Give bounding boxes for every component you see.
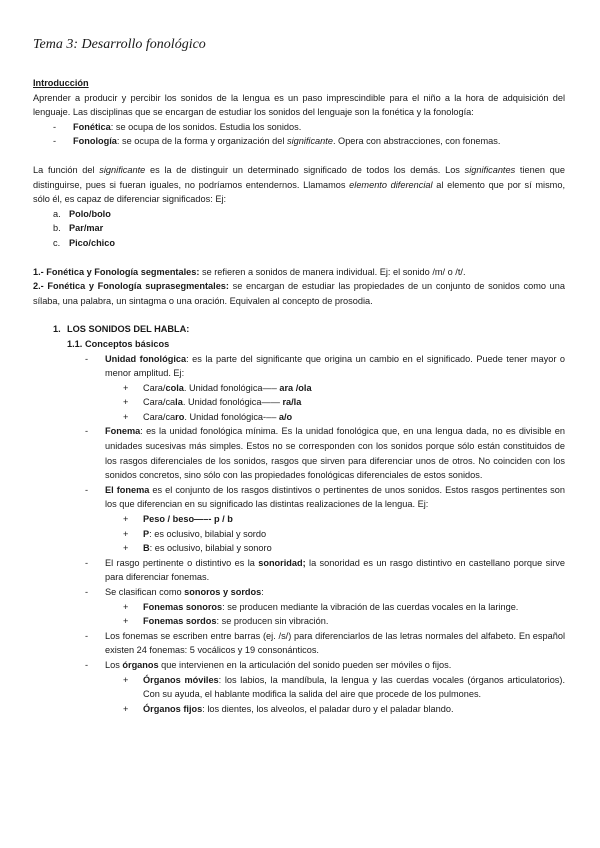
example-item: + Fonemas sonoros: se producen mediante la vibración de las cuerdas vocales en la laringe. xyxy=(123,601,519,612)
list-item-fonetica: - Fonética: se ocupa de los sonidos. Estudia los sonidos. xyxy=(33,120,565,135)
intro-heading: Introducción xyxy=(33,78,89,88)
list-item-barras: - Los fonemas se escriben entre barras (ej. /s/) para diferenciarlos de las letras normales del alfabeto. En español existen 24 fonemas: 5 vocálicos y 19 consonánticos. xyxy=(85,630,565,656)
list-item-sonoridad: - El rasgo pertinente o distintivo es la sonoridad; la sonoridad es un rasgo distintivo en castellano porque sirve para diferenciar fonemas. xyxy=(85,557,565,583)
term-fonetica: Fonética xyxy=(73,121,111,132)
list-item-fonologia: - Fonología: se ocupa de la forma y organización del significante. Opera con abstracciones, con fonemas. xyxy=(33,134,565,149)
list-item-clasifican: - Se clasifican como sonoros y sordos: xyxy=(85,587,264,597)
example-item: + Órganos fijos: los dientes, los alveolos, el paladar duro y el paladar blando. xyxy=(123,703,454,714)
dash-marker: - xyxy=(53,121,57,132)
example-item: + Cara/caro. Unidad fonológica-–– a/o xyxy=(123,411,293,422)
suprasegmentales-paragraph: 2.- Fonética y Fonología suprasegmentales: se encargan de estudiar las propiedades de un conjunto de sonidos como una sílaba, una palabra, un sintagma o una oración. Equivalen al concepto de prosodia. xyxy=(33,281,565,306)
term-fonologia: Fonología xyxy=(73,136,117,147)
example-item: + Peso / beso—–- p / b xyxy=(123,514,233,525)
segmentales-paragraph: 1.- Fonética y Fonología segmentales: se refieren a sonidos de manera individual. Ej: el sonido /m/ o /t/. xyxy=(33,266,466,277)
example-item: a. Polo/bolo xyxy=(53,208,111,219)
funcion-paragraph: La función del significante es la de distinguir un determinado significado de todos los demás. Los significantes tienen que distinguirse, pues si fueran iguales, no podríamos entendernos. Llamamos elemento diferencial al elemento que por sí mismo, sólo él, es capaz de diferenciar significados: Ej: xyxy=(33,164,565,205)
dash-marker: - xyxy=(53,136,57,147)
document-title: Tema 3: Desarrollo fonológico xyxy=(33,37,206,52)
section-heading: 1. LOS SONIDOS DEL HABLA: xyxy=(53,324,190,335)
document-page xyxy=(33,36,565,716)
example-item: + B: es oclusivo, bilabial y sonoro xyxy=(123,543,272,554)
intro-paragraph: Aprender a producir y percibir los sonidos de la lengua es un paso imprescindible para el niño a la hora de adquisición del lenguaje. Las disciplinas que se encargan de estudiar los sonidos del lenguaje son la fonética y la fonología: xyxy=(33,92,565,118)
example-item: + P: es oclusivo, bilabial y sordo xyxy=(123,528,267,539)
list-item-unidad: - Unidad fonológica: es la parte del significante que origina un cambio en el significado. Puede tener mayor o menor amplitud. Ej: xyxy=(85,353,565,379)
example-item: c. Pico/chico xyxy=(53,237,115,248)
example-item: + Cara/cola. Unidad fonológica—– ara /ola xyxy=(123,382,312,393)
subsection-heading: 1.1. Conceptos básicos xyxy=(67,338,170,349)
list-item-organos: - Los órganos que intervienen en la articulación del sonido pueden ser móviles o fijos. xyxy=(85,659,452,670)
example-item: b. Par/mar xyxy=(53,223,104,234)
example-item: + Fonemas sordos: se producen sin vibración. xyxy=(123,616,329,627)
list-item-fonema-conjunto: - El fonema es el conjunto de los rasgos distintivos o pertinentes de unos sonidos. Estos rasgos pertinentes son los que diferencian en su significado las distintas realizaciones de la lengua. Ej: xyxy=(85,484,565,510)
example-item: + Órganos móviles: los labios, la mandíbula, la lengua y las cuerdas vocales (órganos articulatorios). Con su ayuda, el hablante modifica la salida del aire que procede de los pulmones. xyxy=(123,674,566,700)
list-item-fonema: - Fonema: es la unidad fonológica mínima. Es la unidad fonológica que, en una lengua dada, no es divisible en unidades sucesivas más simples. Estos no se corresponden con los sonidos porque sólo están constituidos de los rasgos diferenciales de los sonidos, rasgos que sirven para diferenciar unos de otros. No coinciden con los sonidos concretos, sino sólo con las propiedades fonológicas diferenciales de estos sonidos. xyxy=(85,426,565,481)
example-item: + Cara/cala. Unidad fonológica—— ra/la xyxy=(123,397,302,408)
